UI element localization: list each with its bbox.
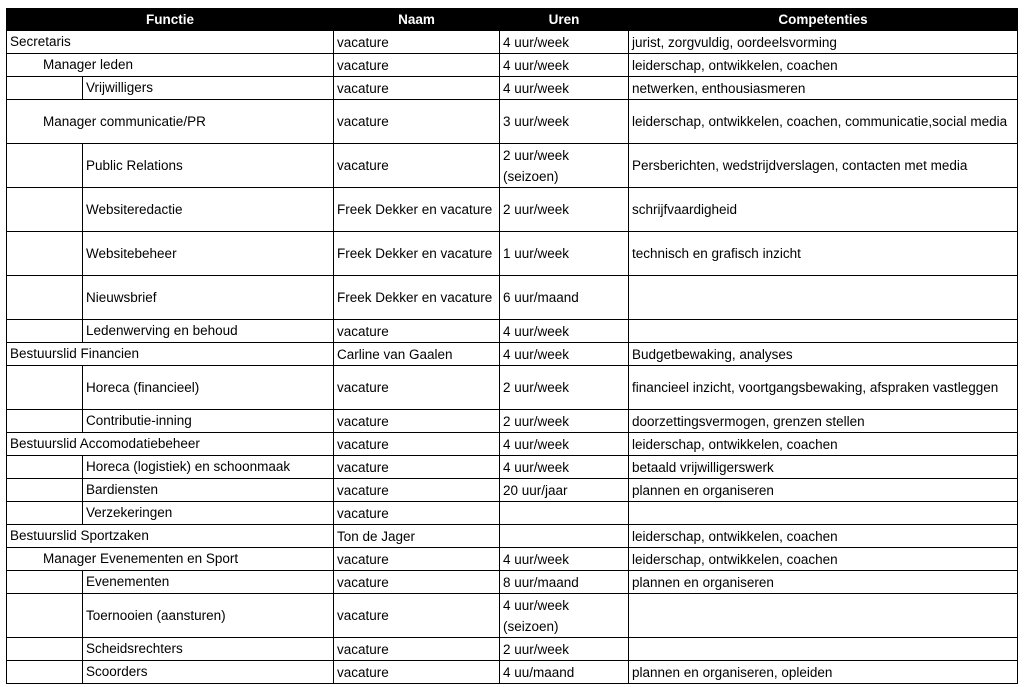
cell-uren[interactable]: 4 uur/week (500, 343, 629, 366)
cell-functie[interactable] (7, 594, 334, 638)
indent-gutter (7, 100, 40, 143)
cell-functie[interactable] (7, 571, 334, 594)
table-row (7, 366, 1018, 410)
functie-label: Toernooien (aansturen) (86, 607, 226, 623)
table-row (7, 77, 1018, 100)
cell-naam[interactable]: vacature (334, 638, 500, 661)
table-row (7, 31, 1018, 54)
functie-label: Horeca (logistiek) en schoonmaak (86, 459, 291, 474)
cell-uren[interactable]: 6 uur/maand (500, 276, 629, 320)
functions-table (6, 8, 1018, 684)
cell-competenties[interactable]: doorzettingsvermogen, grenzen stellen (629, 410, 1018, 433)
functie-label: Contributie-inning (86, 413, 192, 428)
cell-competenties[interactable] (629, 502, 1018, 525)
cell-naam[interactable]: vacature (334, 571, 500, 594)
cell-uren[interactable]: 4 uur/week (500, 54, 629, 77)
indent-gutter (7, 456, 83, 478)
table-row (7, 54, 1018, 77)
cell-competenties[interactable] (629, 276, 1018, 320)
table-row (7, 433, 1018, 456)
functie-label: Vrijwilligers (86, 80, 154, 95)
header-competenties: Competenties (629, 9, 1018, 31)
cell-uren[interactable] (500, 525, 629, 548)
functie-label: Scoorders (86, 664, 148, 679)
indent-gutter (7, 502, 83, 524)
header-row (7, 9, 1018, 31)
cell-uren[interactable]: 4 uu/maand (500, 661, 629, 684)
functie-label: Manager communicatie/PR (43, 113, 206, 129)
cell-naam[interactable]: vacature (334, 144, 500, 188)
cell-naam[interactable]: Ton de Jager (334, 525, 500, 548)
table-row (7, 502, 1018, 525)
cell-competenties[interactable] (629, 594, 1018, 638)
functie-label: Secretaris (10, 34, 71, 49)
cell-functie[interactable] (7, 456, 334, 479)
cell-uren[interactable]: 1 uur/week (500, 232, 629, 276)
table-row (7, 144, 1018, 188)
indent-gutter (7, 188, 83, 231)
cell-naam[interactable]: vacature (334, 31, 500, 54)
cell-functie[interactable] (7, 232, 334, 276)
table-row (7, 320, 1018, 343)
cell-functie[interactable] (7, 343, 334, 366)
cell-competenties[interactable]: plannen en organiseren (629, 479, 1018, 502)
table-row (7, 276, 1018, 320)
cell-competenties[interactable]: betaald vrijwilligerswerk (629, 456, 1018, 479)
cell-functie[interactable] (7, 31, 334, 54)
cell-functie[interactable] (7, 77, 334, 100)
cell-uren[interactable]: 2 uur/week (500, 366, 629, 410)
cell-uren[interactable]: 3 uur/week (500, 100, 629, 144)
cell-uren[interactable] (500, 502, 629, 525)
cell-naam[interactable]: vacature (334, 100, 500, 144)
cell-functie[interactable] (7, 525, 334, 548)
table-row (7, 343, 1018, 366)
cell-naam[interactable]: Carline van Gaalen (334, 343, 500, 366)
cell-uren[interactable]: 2 uur/week (500, 410, 629, 433)
spreadsheet (6, 8, 1017, 684)
indent-gutter (7, 548, 40, 570)
indent-gutter (7, 54, 40, 76)
cell-uren[interactable]: 2 uur/week (500, 638, 629, 661)
cell-naam[interactable]: vacature (334, 54, 500, 77)
cell-naam[interactable]: vacature (334, 433, 500, 456)
cell-competenties[interactable]: leiderschap, ontwikkelen, coachen (629, 433, 1018, 456)
cell-naam[interactable]: Freek Dekker en vacature (334, 188, 500, 232)
table-row (7, 638, 1018, 661)
header-functie: Functie (7, 9, 334, 31)
cell-functie[interactable] (7, 410, 334, 433)
cell-naam[interactable]: Freek Dekker en vacature (334, 276, 500, 320)
cell-uren[interactable]: 4 uur/week (500, 456, 629, 479)
table-row (7, 594, 1018, 638)
functie-label: Verzekeringen (86, 505, 173, 520)
cell-uren[interactable]: 4 uur/week (500, 548, 629, 571)
cell-naam[interactable]: Freek Dekker en vacature (334, 232, 500, 276)
functie-label: Evenementen (86, 574, 170, 589)
cell-naam[interactable]: vacature (334, 502, 500, 525)
indent-gutter (7, 661, 83, 683)
cell-functie[interactable] (7, 276, 334, 320)
cell-uren[interactable]: 20 uur/jaar (500, 479, 629, 502)
cell-functie[interactable] (7, 100, 334, 144)
cell-naam[interactable]: vacature (334, 77, 500, 100)
cell-functie[interactable] (7, 188, 334, 232)
cell-uren[interactable]: 4 uur/week (seizoen) (500, 594, 629, 638)
table-row (7, 525, 1018, 548)
cell-competenties[interactable]: netwerken, enthousiasmeren (629, 77, 1018, 100)
table-row (7, 661, 1018, 684)
cell-naam[interactable]: vacature (334, 594, 500, 638)
table-body (7, 31, 1018, 684)
indent-gutter (7, 479, 83, 501)
functie-label: Scheidsrechters (86, 641, 183, 656)
cell-functie[interactable] (7, 638, 334, 661)
functie-label: Public Relations (86, 157, 183, 173)
functie-label: Nieuwsbrief (86, 289, 157, 305)
indent-gutter (7, 366, 83, 409)
table-row (7, 479, 1018, 502)
functie-label: Websitebeheer (86, 245, 177, 261)
cell-naam[interactable]: vacature (334, 366, 500, 410)
functie-label: Bestuurslid Sportzaken (10, 528, 149, 543)
cell-naam[interactable]: vacature (334, 320, 500, 343)
cell-competenties[interactable]: leiderschap, ontwikkelen, coachen (629, 525, 1018, 548)
cell-competenties[interactable]: technisch en grafisch inzicht (629, 232, 1018, 276)
indent-gutter (7, 232, 83, 275)
cell-competenties[interactable] (629, 638, 1018, 661)
table-row (7, 232, 1018, 276)
cell-functie[interactable] (7, 320, 334, 343)
table-row (7, 571, 1018, 594)
cell-competenties[interactable]: plannen en organiseren (629, 571, 1018, 594)
cell-uren[interactable]: 4 uur/week (500, 433, 629, 456)
functie-label: Ledenwerving en behoud (86, 323, 238, 338)
indent-gutter (7, 276, 83, 319)
cell-naam[interactable]: vacature (334, 410, 500, 433)
header-uren: Uren (500, 9, 629, 31)
cell-competenties[interactable]: plannen en organiseren, opleiden (629, 661, 1018, 684)
indent-gutter (7, 320, 83, 342)
table-row (7, 456, 1018, 479)
functie-label: Bardiensten (86, 482, 159, 497)
cell-functie[interactable] (7, 548, 334, 571)
functie-label: Manager leden (43, 57, 134, 72)
cell-competenties[interactable]: leiderschap, ontwikkelen, coachen (629, 548, 1018, 571)
cell-naam[interactable]: vacature (334, 661, 500, 684)
functie-label: Bestuurslid Financien (10, 346, 140, 361)
header-naam: Naam (334, 9, 500, 31)
cell-competenties[interactable] (629, 320, 1018, 343)
cell-competenties[interactable]: schrijfvaardigheid (629, 188, 1018, 232)
cell-naam[interactable]: vacature (334, 479, 500, 502)
functie-label: Websiteredactie (86, 201, 183, 217)
functie-label: Manager Evenementen en Sport (43, 551, 239, 566)
table-row (7, 410, 1018, 433)
table-row (7, 188, 1018, 232)
cell-functie[interactable] (7, 479, 334, 502)
cell-uren[interactable]: 4 uur/week (500, 77, 629, 100)
cell-competenties[interactable]: Persberichten, wedstrijdverslagen, contacten met media (629, 144, 1018, 188)
indent-gutter (7, 594, 83, 637)
table-row (7, 100, 1018, 144)
cell-competenties[interactable]: leiderschap, ontwikkelen, coachen (629, 54, 1018, 77)
cell-functie[interactable] (7, 144, 334, 188)
cell-functie[interactable] (7, 502, 334, 525)
cell-functie[interactable] (7, 366, 334, 410)
table-row (7, 548, 1018, 571)
cell-competenties[interactable]: leiderschap, ontwikkelen, coachen, communicatie,social media (629, 100, 1018, 144)
cell-uren[interactable]: 2 uur/week (seizoen) (500, 144, 629, 188)
indent-gutter (7, 638, 83, 660)
indent-gutter (7, 410, 83, 432)
indent-gutter (7, 77, 83, 99)
cell-uren[interactable]: 4 uur/week (500, 31, 629, 54)
indent-gutter (7, 144, 83, 187)
functie-label: Horeca (financieel) (86, 379, 200, 395)
cell-uren[interactable]: 2 uur/week (500, 188, 629, 232)
cell-functie[interactable] (7, 433, 334, 456)
functie-label: Bestuurslid Accomodatiebeheer (10, 436, 200, 451)
cell-functie[interactable] (7, 54, 334, 77)
cell-competenties[interactable]: Budgetbewaking, analyses (629, 343, 1018, 366)
cell-competenties[interactable]: jurist, zorgvuldig, oordeelsvorming (629, 31, 1018, 54)
cell-uren[interactable]: 8 uur/maand (500, 571, 629, 594)
cell-naam[interactable]: vacature (334, 456, 500, 479)
cell-competenties[interactable]: financieel inzicht, voortgangsbewaking, afspraken vastleggen (629, 366, 1018, 410)
cell-functie[interactable] (7, 661, 334, 684)
indent-gutter (7, 571, 83, 593)
cell-naam[interactable]: vacature (334, 548, 500, 571)
cell-uren[interactable]: 4 uur/week (500, 320, 629, 343)
